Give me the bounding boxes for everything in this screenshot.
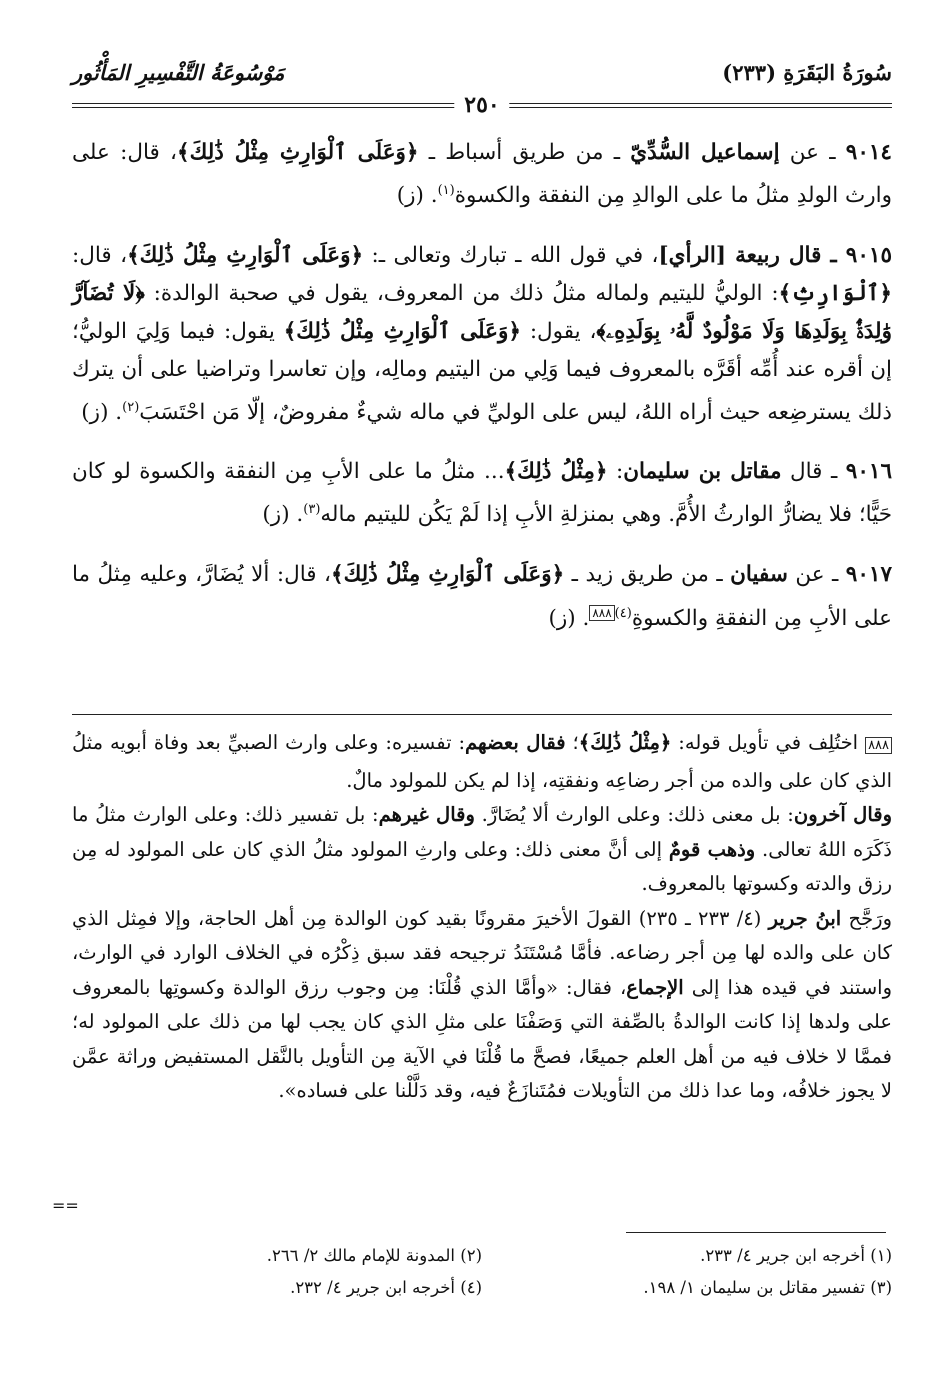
narrator-name: مقاتل بن سليمان [623, 459, 782, 485]
commentary-paragraph [72, 902, 892, 1109]
commentary-paragraph [72, 726, 892, 798]
entry-text: ـ قال ربيعة [726, 242, 846, 268]
entry-number: ٩٠١٦ [845, 459, 892, 485]
entry-text: ، قال: ألا يُضَارَّ، وعليه مِثلُ ما على الأبِ مِن النفقةِ والكسوةِ [72, 561, 892, 632]
footnote-1: (١) أخرجه ابن جرير ٤/ ٢٣٣. [700, 1246, 892, 1265]
scholar-name: ابنُ جرير [768, 906, 842, 930]
consensus-label: الإجماع [626, 975, 684, 999]
commentary-separator [72, 714, 892, 715]
commentary-text: ، فقال: «وأمَّا الذي قُلْنَا: مِن وجوب رزق الوالدة وكسوتِها بالمعروف على ولدها إذا كانت الوالدةُ بالصِّفة التي وَصَفْنَا على مثلِ الذي كان يجب لها من ذلك على المولود له؛ فممَّا لا خلاف فيه من أهل العلم جميعًا، فصحَّ ما قُلْنَا في الآية مِن التأويل بالنَّقل المستفيض وراثة عمَّن لا يجوز خلافُه، وما عدا ذلك من التأويلات فمُتَنازَعٌ فيه، وقد دَلَّلْنا على فساده». [72, 975, 892, 1102]
opinion-label: وقال غيرهم [378, 803, 475, 826]
entry-text: ـ من طريق زيد ـ [564, 561, 731, 587]
commentary-text: إلى أنَّ معنى ذلك: وعلى وارثِ المولود مثلُ الذي كان على المولود له مِن رزق والدته وكسوتها بالمعروف. [72, 837, 892, 895]
entry-text: ـ عن [787, 561, 846, 587]
commentary-text: اختُلِف في تأويل قوله: [671, 731, 866, 754]
entry-tag: . (ز) [262, 502, 304, 528]
quran-quote: ﴿مِثْلُ ذَٰلِكَ﴾ [504, 459, 608, 485]
entry-text: ... مثلُ ما على الأبِ مِن النفقة والكسوة لو كان حَيًّا؛ فلا يضارُّ الوارثُ الأُمَّ. وهي بمنزلةِ الأبِ إذا لَمْ يَكُن لليتيم ماله [72, 459, 892, 528]
quran-quote: ﴿ٱلْوَارِثِ﴾ [778, 280, 892, 306]
page-number-wrap [72, 62, 892, 118]
footnote-column-left [72, 1240, 482, 1304]
opinion-label: وقال آخرون [793, 803, 893, 826]
entry-tag: . (ز) [548, 606, 590, 632]
footnote-ref[interactable]: (١) [437, 183, 455, 198]
entry-tag: . (ز) [396, 183, 438, 209]
entry-text: يقول: فيما وَلِيَ الوليُّ؛ إن أقره عند أُمِّه أقَرَّه بالمعروف فيما وَلِي من اليتيم ومالِه، وإن تعاسرا وتراضيا على أن يترك ذلك يسترضِعه حيث أراه اللهُ، ليس على الوليِّ في ماله شيءٌ مفروضٌ، إلّا مَن احْتَسَبَ [72, 318, 892, 425]
entry-text: ، في قول الله ـ تبارك وتعالى ـ: [363, 242, 659, 268]
commentary-text: ورَجَّح [841, 906, 892, 930]
entry-text: ، يقول: [520, 318, 597, 344]
entry-text: ـ قال [781, 459, 846, 485]
footnote-3: (٣) تفسير مقاتل بن سليمان ١/ ١٩٨. [643, 1278, 892, 1297]
entry-text: ، قال: على وارث الولدِ مثلُ ما على الوالدِ مِن النفقة والكسوة [72, 140, 892, 209]
entry-tag: . (ز) [81, 399, 123, 425]
entry-text: ـ عن [779, 140, 846, 165]
commentary-text: : بل تفسير ذلك: وعلى الوارث مثلُ ما ذَكَرَه اللهُ تعالى. [72, 803, 892, 861]
entry-9014 [72, 134, 892, 215]
entry-9016 [72, 453, 892, 534]
footnote-ref[interactable]: (٢) [122, 399, 140, 415]
book-title: مَوْسُوعَةُ التَّفْسِيرِ المَأْثُور [72, 60, 285, 85]
quran-quote: ﴿مِثْلُ ذَٰلِكَ﴾ [578, 731, 672, 754]
footnote-ref[interactable]: (٤) [614, 605, 632, 621]
commentary-text: : تفسيره: وعلى وارث الصبيِّ بعد وفاة أبويه مثلُ الذي كان على والده من أجر رضاعِه ونفقتِه، إذا لم يكن للمولود مالٌ. [72, 731, 892, 792]
entry-number: ٩٠١٧ [845, 561, 892, 587]
quran-quote: ﴿لَا تُضَآرَّ وَٰلِدَةٌۢ بِوَلَدِهَا وَلَا مَوْلُودٌ لَّهُۥ بِوَلَدِهِۦ﴾ [72, 280, 892, 344]
opinion-label: فقال بعضهم [465, 731, 566, 754]
entry-number: ٩٠١٥ [845, 242, 892, 268]
entry-text: : [607, 459, 624, 485]
entry-text: ، قال: [72, 242, 128, 268]
narrator-name: سفيان [730, 561, 788, 587]
quran-quote: ﴿وَعَلَى ٱلْوَارِثِ مِثْلُ ذَٰلِكَ﴾ [127, 242, 364, 268]
entry-text: ـ من طريق أسباط ـ [418, 140, 631, 165]
footnote-column-right [482, 1240, 892, 1304]
surah-title: سُورَةُ البَقَرَةِ (٢٣٣) [722, 60, 892, 85]
footnote-ref[interactable]: (٣) [303, 502, 321, 518]
commentary-block [72, 726, 892, 1109]
commentary-text: : بل معنى ذلك: وعلى الوارث ألا يُضَارَّ. [474, 803, 794, 826]
commentary-text: (٤/ ٢٣٣ ـ ٢٣٥) القولَ الأخيرَ مقرونًا بقيد كون الوالدة مِن أهل الحاجة، وإلا فمِثل الذي كان على والده لها مِن أجر رضاعه. فأمَّا مُسْتَنَدُ ترجيحه فقد سبق ذِكْرُه في الخلاف الوارد في الوارث، واستند في قيده هذا إلى [72, 906, 893, 999]
opinion-label: وذهب قومٌ [668, 837, 756, 861]
entry-number: ٩٠١٤ [845, 140, 892, 165]
entry-9017 [72, 556, 892, 638]
quran-quote: ﴿وَعَلَى ٱلْوَارِثِ مِثْلُ ذَٰلِكَ﴾ [177, 140, 419, 165]
footnote-4: (٤) أخرجه ابن جرير ٤/ ٢٣٢. [290, 1278, 482, 1297]
continuation-mark: == [52, 1196, 79, 1215]
entry-text: : الوليُّ لليتيم ولماله مثلُ ذلك من المعروف، يقول في صحبة الوالدة: [144, 280, 779, 306]
narrator-name: [الرأي] [658, 242, 727, 268]
footnote-2: (٢) المدونة للإمام مالك ٢/ ٢٦٦. [266, 1246, 482, 1265]
main-text [72, 134, 892, 644]
footnote-separator [626, 1232, 886, 1233]
commentary-paragraph [72, 798, 892, 902]
quran-quote: ﴿وَعَلَى ٱلْوَارِثِ مِثْلُ ذَٰلِكَ﴾ [330, 561, 565, 587]
commentary-number-box: ٨٨٨ [865, 737, 892, 754]
commentary-ref-box[interactable]: ٨٨٨ [589, 605, 614, 621]
entry-9015 [72, 237, 892, 432]
page-number: ٢٥٠ [454, 92, 509, 118]
quran-quote: ﴿وَعَلَى ٱلْوَارِثِ مِثْلُ ذَٰلِكَ﴾ [283, 318, 521, 344]
narrator-name: إسماعيل السُّدِّيّ [630, 140, 780, 165]
commentary-text: ؛ [565, 731, 579, 754]
